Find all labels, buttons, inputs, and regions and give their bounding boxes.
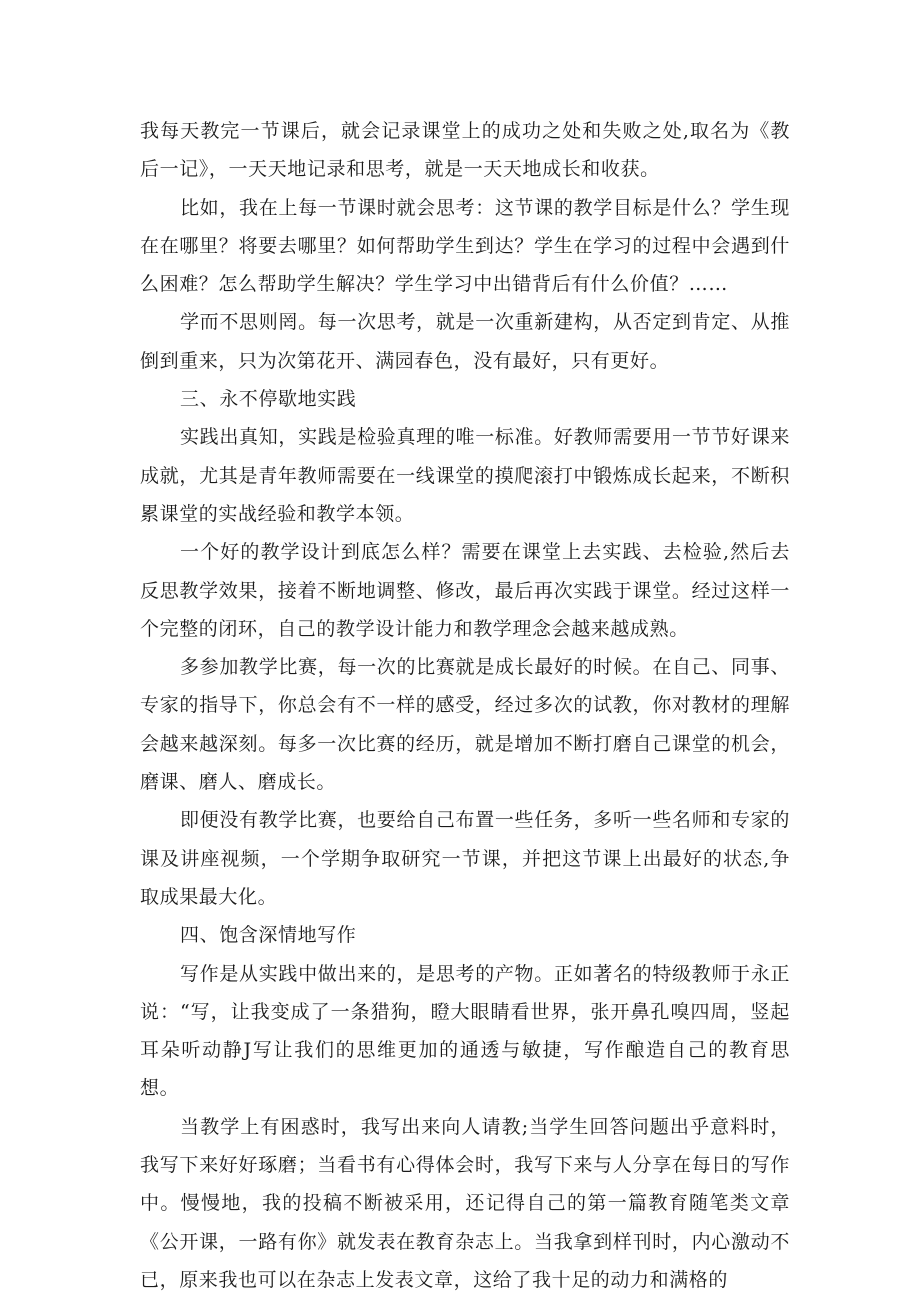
paragraph-5: 一个好的教学设计到底怎么样？需要在课堂上去实践、去检验,然后去反思教学效果，接着不断地调整、修改，最后再次实践于课堂。经过这样一个完整的闭环，自己的教学设计能力和教学理念会越来越成熟。 — [140, 541, 790, 640]
section-heading-3: 三、永不停歇地实践 — [180, 388, 357, 411]
section-heading-4: 四、饱含深情地写作 — [180, 924, 357, 947]
paragraph-1: 我每天教完一节课后，就会记录课堂上的成功之处和失败之处,取名为《教后一记》，一天天地记录和思考，就是一天天地成长和收获。 — [140, 120, 790, 181]
paragraph-2: 比如，我在上每一节课时就会思考：这节课的教学目标是什么？学生现在在哪里？将要去哪里？如何帮助学生到达？学生在学习的过程中会遇到什么困难？怎么帮助学生解决？学生学习中出错背后有什么价值？…… — [140, 196, 790, 296]
paragraph-7: 即便没有教学比赛，也要给自己布置一些任务，多听一些名师和专家的课及讲座视频，一个学期争取研究一节课，并把这节课上出最好的状态,争取成果最大化。 — [140, 809, 790, 908]
paragraph-8: 写作是从实践中做出来的，是思考的产物。正如著名的特级教师于永正说：“写，让我变成了一条猎狗，瞪大眼睛看世界，张开鼻孔嗅四周，竖起耳朵听动静J写让我们的思维更加的通透与敏捷，写作酿造自己的教育思想。 — [140, 962, 790, 1100]
paragraph-6: 多参加教学比赛，每一次的比赛就是成长最好的时候。在自己、同事、专家的指导下，你总会有不一样的感受，经过多次的试教，你对教材的理解会越来越深刻。每多一次比赛的经历，就是增加不断打磨自己课堂的机会，磨课、磨人、磨成长。 — [140, 656, 790, 794]
paragraph-3: 学而不思则罔。每一次思考，就是一次重新建构，从否定到肯定、从推倒到重来，只为次第花开、满园春色，没有最好，只有更好。 — [140, 311, 790, 372]
paragraph-4: 实践出真知，实践是检验真理的唯一标准。好教师需要用一节节好课来成就，尤其是青年教师需要在一线课堂的摸爬滚打中锻炼成长起来，不断积累课堂的实战经验和教学本领。 — [140, 426, 790, 525]
document-page — [140, 112, 790, 1299]
paragraph-9: 当教学上有困惑时，我写出来向人请教;当学生回答问题出乎意料时，我写下来好好琢磨；当看书有心得体会时，我写下来与人分享在每日的写作中。慢慢地，我的投稿不断被采用，还记得自己的第一篇教育随笔类文章《公开课，一路有你》就发表在教育杂志上。当我拿到样刊时，内心激动不已，原来我也可以在杂志上发表文章，这给了我十足的动力和满格的 — [140, 1115, 790, 1291]
